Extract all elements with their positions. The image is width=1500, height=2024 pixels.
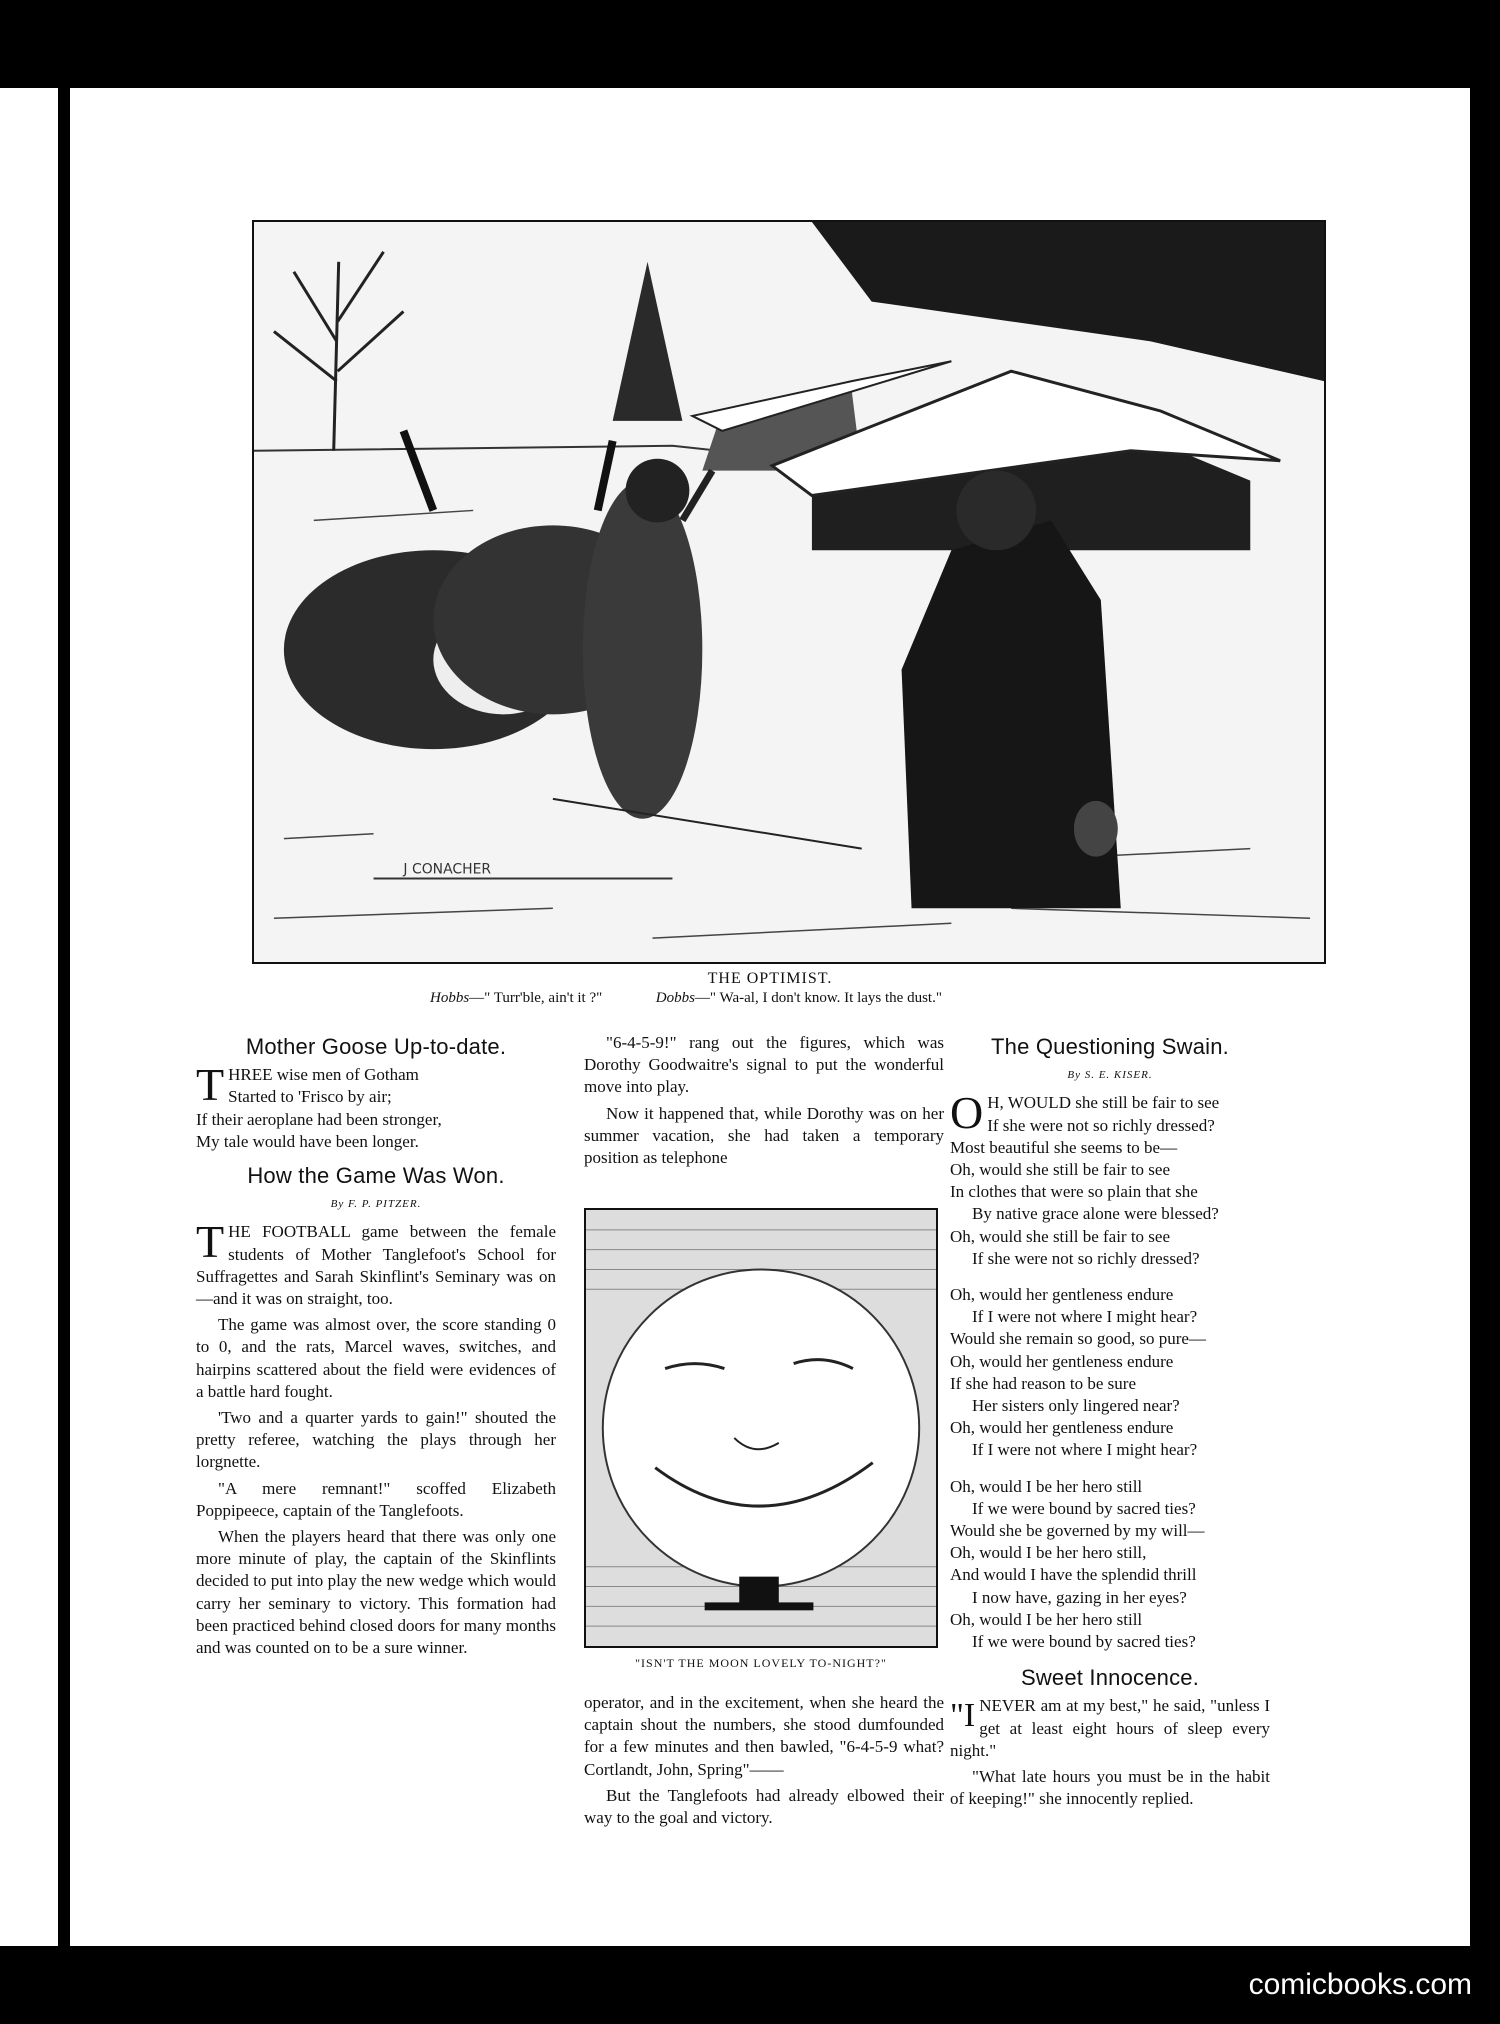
previous-page-edge [0,88,58,1946]
verse-line: I now have, gazing in her eyes? [972,1587,1187,1607]
illustration-dialogue [430,990,942,1007]
site-watermark: comicbooks.com [1248,1968,1472,2001]
verse-line: Oh, would I be her hero still, [950,1543,1147,1563]
illustration-title: THE OPTIMIST. [707,970,833,987]
dobbs-line: —" Wa-al, I don't know. It lays the dust." [694,990,942,1006]
speaker-hobbs: Hobbs [430,990,470,1006]
moon-illustration [584,1208,938,1648]
column-right [950,1032,1270,1815]
paragraph: 'Two and a quarter yards to gain!" shouted the pretty referee, watching the plays through her lorgnette. [196,1408,556,1472]
paragraph: But the Tanglefoots had already elbowed their way to the goal and victory. [584,1785,944,1828]
hobbs-line: —" Turr'ble, ain't it ?" [469,990,603,1006]
verse-line: Oh, would her gentleness endure [950,1351,1174,1371]
verse-line: Would she be governed by my will— [950,1521,1205,1541]
verse-line: By native grace alone were blessed? [972,1204,1219,1224]
paragraph [950,1695,1270,1762]
kiser-byline: By S. E. KISER. [1067,1069,1153,1082]
verse-line: If their aeroplane had been stronger, [196,1109,442,1129]
verse-line: If we were bound by sacred ties? [972,1498,1196,1518]
verse-line: If I were not where I might hear? [972,1307,1198,1327]
drop-cap-t: T [196,1059,225,1111]
magazine-page [70,88,1470,1946]
verse-line: And would I have the splendid thrill [950,1565,1197,1585]
verse-line: Oh, would her gentleness endure [950,1285,1174,1305]
column-middle-continued [584,1692,944,1833]
paragraph: "What late hours you must be in the habit of keeping!" she innocently replied. [950,1767,1270,1809]
drop-cap-o: O [950,1087,984,1139]
game-won-heading: How the Game Was Won. [247,1163,505,1189]
speaker-dobbs: Dobbs [655,990,695,1006]
paragraph: The game was almost over, the score standing 0 to 0, and the rats, Marcel waves, switches, and hairpins scattered about the field were evidences of a battle hard fought. [196,1315,556,1401]
verse-line: Oh, would she still be fair to see [950,1226,1171,1246]
verse-line: H, WOULD she still be fair to see [987,1093,1220,1113]
paragraph [196,1216,556,1310]
column-left [196,1032,556,1663]
stanza-three [950,1476,1270,1654]
questioning-swain-heading: The Questioning Swain. [991,1034,1229,1059]
stanza-two [950,1284,1270,1462]
verse-line: Most beautiful she seems to be— [950,1137,1178,1157]
paragraph: Now it happened that, while Dorothy was on her summer vacation, she had taken a temporary position as telephone [584,1103,944,1168]
mother-goose-heading: Mother Goose Up-to-date. [245,1034,507,1059]
verse-line: Her sisters only lingered near? [972,1396,1180,1416]
verse-line: Oh, would her gentleness endure [950,1418,1174,1438]
paragraph: "A mere remnant!" scoffed Elizabeth Poppipeece, captain of the Tanglefoots. [196,1478,556,1520]
optimist-illustration [252,220,1326,964]
mother-goose-verse [196,1059,556,1153]
verse-line: If I were not where I might hear? [972,1440,1198,1460]
column-middle [584,1032,944,1173]
paragraph: "6-4-5-9!" rang out the figures, which was Dorothy Goodwaitre's signal to put the wonderful move into play. [584,1033,944,1097]
verse-line: If she had reason to be sure [950,1373,1136,1393]
verse-line: In clothes that were so plain that she [950,1182,1198,1202]
stanza-one [950,1087,1270,1270]
paragraph: operator, and in the excitement, when she heard the captain shout the numbers, she stood dumfounded for a few minutes and then bawled, "6-4-5-9 what? Cortlandt, John, Spring"—— [584,1693,944,1779]
verse-line: Oh, would I be her hero still [950,1476,1143,1496]
verse-line: My tale would have been longer. [196,1131,419,1151]
verse-line: If she were not so richly dressed? [972,1248,1200,1268]
svg-text:J CONACHER: J CONACHER [403,861,492,878]
paragraph-text: NEVER am at my best," he said, "unless I get at least eight hours of sleep every night." [950,1696,1270,1760]
verse-line: Oh, would she still be fair to see [950,1160,1171,1180]
verse-line: Started to 'Frisco by air; [228,1087,392,1107]
verse-line: If she were not so richly dressed? [987,1115,1215,1135]
verse-line: If we were bound by sacred ties? [972,1632,1196,1652]
sweet-innocence-heading: Sweet Innocence. [1020,1665,1200,1691]
pitzer-byline: By F. P. PITZER. [330,1198,422,1211]
drop-cap-i: "I [950,1697,976,1735]
verse-line: HREE wise men of Gotham [228,1065,419,1085]
paragraph: When the players heard that there was only one more minute of play, the captain of the Skinflints decided to put into play the new wedge which would carry her seminary to victory. This formation had been practiced behind closed doors for many months and was counted on to be a sure winner. [196,1527,556,1658]
verse-line: Would she remain so good, so pure— [950,1329,1206,1349]
paragraph-text: HE FOOTBALL game between the female students of Mother Tanglefoot's School for Suffragettes and Sarah Skinflint's Seminary was on—and it was on straight, too. [196,1222,556,1309]
drop-cap-t: T [196,1216,225,1268]
moon-caption: "ISN'T THE MOON LOVELY TO-NIGHT?" [635,1656,887,1670]
verse-line: Oh, would I be her hero still [950,1609,1143,1629]
